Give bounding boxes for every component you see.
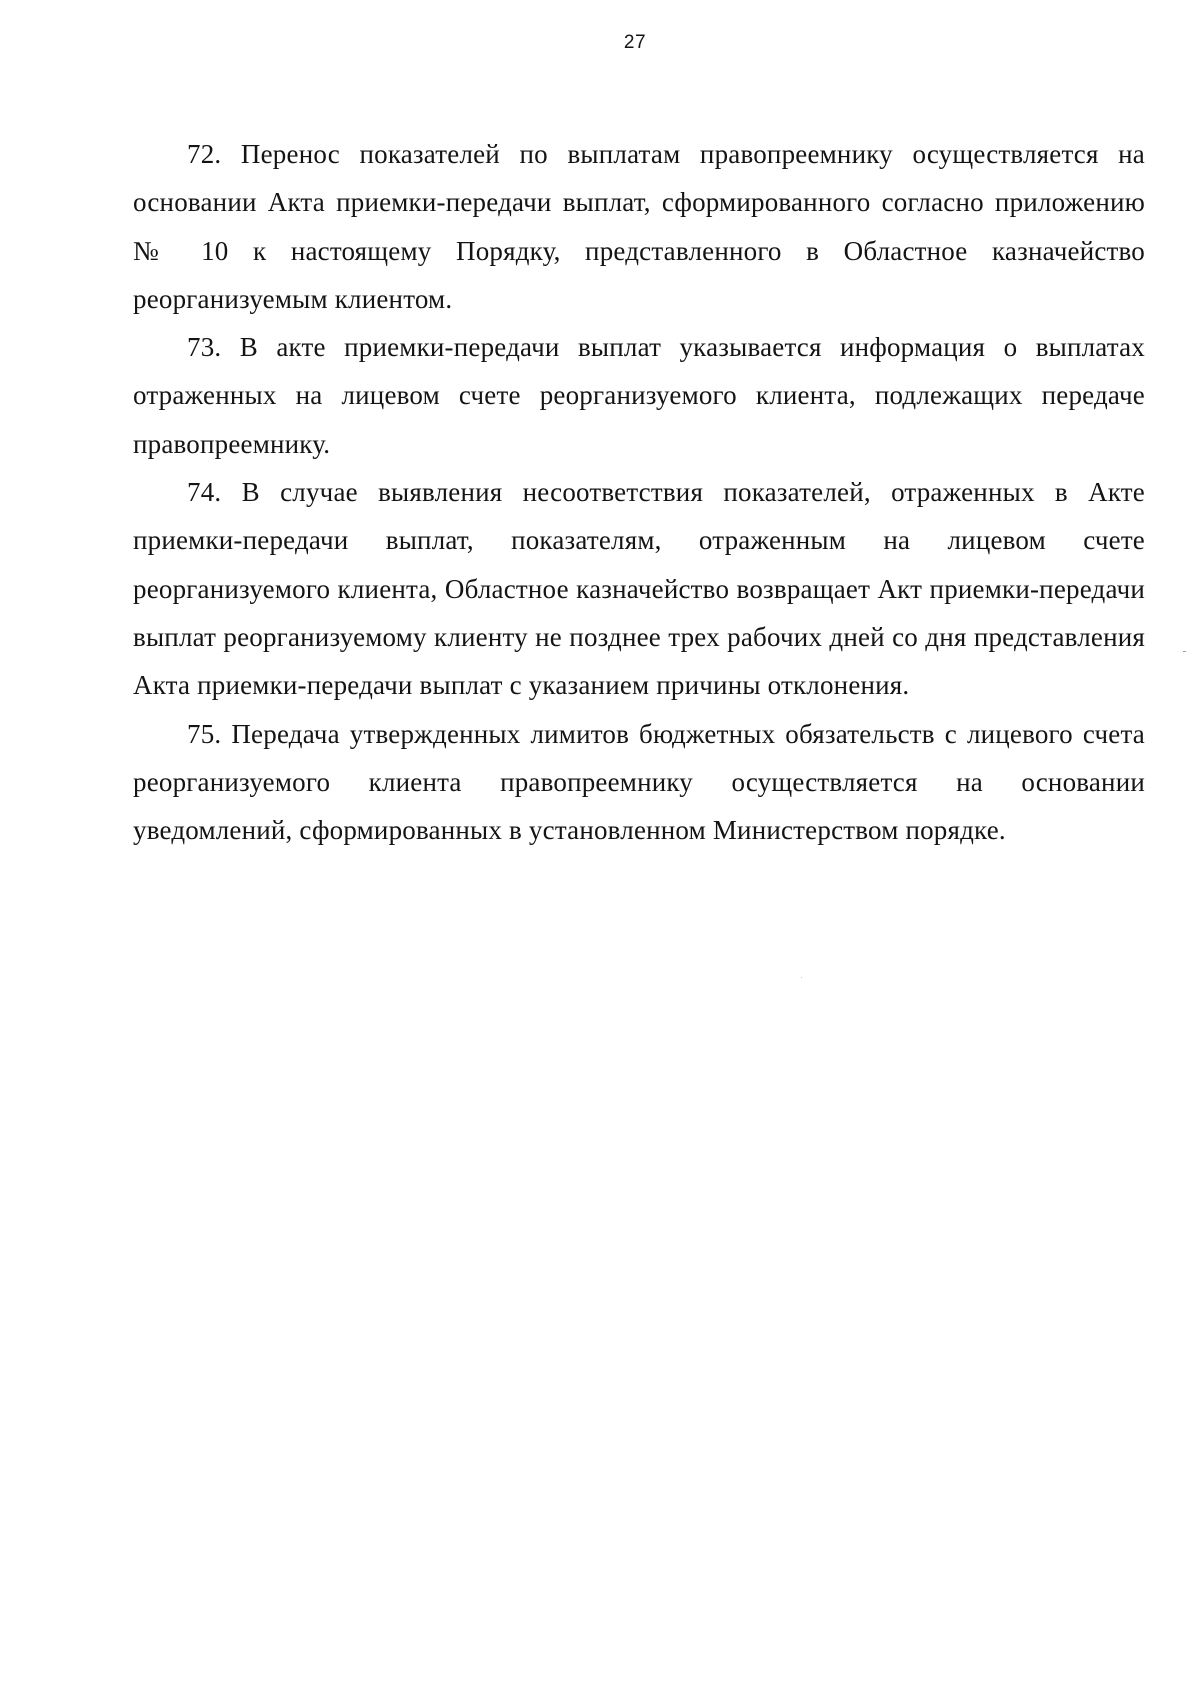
scan-speck (801, 977, 802, 978)
paragraph-74: 74. В случае выявления несоответствия показателей, отраженных в Акте приемки-передачи выплат, показателям, отраженным на лицевом счете реорганизуемого клиента, Областное казначейство возвращает Акт приемки-передачи выплат реорганизуемому клиенту не позднее трех рабочих дней со дня представления Акта приемки-передачи выплат с указанием причины отклонения. (133, 477, 1145, 701)
paragraph-75: 75. Передача утвержденных лимитов бюджетных обязательств с лицевого счета реорганизуемого клиента правопреемнику осуществляется на основании уведомлений, сформированных в установленном Министерством порядке. (133, 718, 1145, 846)
paragraph-73: 73. В акте приемки-передачи выплат указывается информация о выплатах отраженных на лицевом счете реорганизуемого клиента, подлежащих передаче правопреемнику. (133, 332, 1145, 459)
page-number: 27 (623, 32, 647, 53)
scan-speck (1183, 651, 1186, 652)
paragraph-72: 72. Перенос показателей по выплатам правопреемнику осуществляется на основании Акта приемки-передачи выплат, сформированного согласно приложению № 10 к настоящему Порядку, представленного в Областное казначейство реорганизуемым клиентом. (133, 139, 1145, 314)
document-body (133, 130, 1145, 854)
